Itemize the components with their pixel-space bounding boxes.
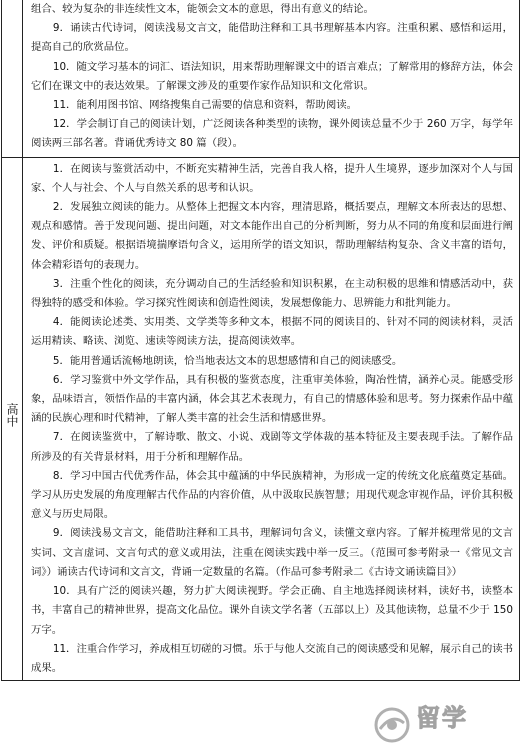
content-cell (23, 157, 520, 680)
curriculum-table (1, 0, 520, 681)
paragraph: 12．学会制订自己的阅读计划，广泛阅读各种类型的读物，课外阅读总量不少于 260 万字，每学年阅读两三部名著。背诵优秀诗文 80 篇（段）。 (31, 118, 513, 150)
paragraph: 4．能阅读论述类、实用类、文学类等多种文本，根据不同的阅读目的、针对不同的阅读材料，灵活运用精读、略读、浏览、速读等阅读方法，提高阅读效率。 (31, 316, 513, 348)
content-block (23, 0, 519, 157)
paragraph: 10．具有广泛的阅读兴趣，努力扩大阅读视野。学会正确、自主地选择阅读材料，读好书，读整本书，丰富自己的精神世界，提高文化品位。课外自读文学名著（五部以上）及其他读物，总量不少于 150 万字。 (31, 585, 513, 636)
paragraph: 11．能利用图书馆、网络搜集自己需要的信息和资料，帮助阅读。 (52, 99, 357, 112)
paragraph: 9．阅读浅易文言文，能借助注释和工具书，理解词句含义，读懂文章内容。了解并梳理常见的文言实词、文言虚词、文言句式的意义或用法，注重在阅读实践中举一反三。（范围可参考附录一《常见文言词》）诵读古代诗词和文言文，背诵一定数量的名篇。（作品可参考附录二《古诗文诵读篇目》） (31, 527, 513, 578)
paragraph: 11．注重合作学习，养成相互切磋的习惯。乐于与他人交流自己的阅读感受和见解，展示自己的读书成果。 (31, 642, 513, 674)
watermark-text: 留学 (416, 704, 468, 732)
table-row (2, 157, 520, 680)
paragraph: 8．学习中国古代优秀作品，体会其中蕴涵的中华民族精神，为形成一定的传统文化底蕴奠定基础。学习从历史发展的角度理解古代作品的内容价值，从中汲取民族智慧；用现代观念审视作品，评价其积极意义与历史局限。 (31, 469, 513, 521)
paragraph: 7．在阅读鉴赏中，了解诗歌、散文、小说、戏剧等文学体裁的基本特征及主要表现手法。了解作品所涉及的有关背景材料，用于分析和理解作品。 (31, 431, 513, 463)
paragraph: 5．能用普通话流畅地朗读，恰当地表达文本的思想感情和自己的阅读感受。 (52, 354, 403, 367)
content-cell (23, 0, 520, 157)
paragraph: 3．注重个性化的阅读，充分调动自己的生活经验和知识积累，在主动积极的思维和情感活动中，获得独特的感受和体验。学习探究性阅读和创造性阅读，发展想像能力、思辨能力和批判能力。 (31, 277, 513, 310)
paragraph: 10．随文学习基本的词汇、语法知识，用来帮助理解课文中的语言难点；了解常用的修辞方法，体会它们在课文中的表达效果。了解课文涉及的重要作家作品知识和文化常识。 (31, 60, 513, 92)
stage-cell-high-school (2, 157, 23, 680)
stage-cell-empty (2, 0, 23, 157)
watermark-logo-icon (372, 705, 412, 745)
paragraph: 6．学习鉴赏中外文学作品，具有积极的鉴赏态度，注重审美体验，陶冶性情，涵养心灵。能感受形象，品味语言，领悟作品的丰富内涵，体会其艺术表现力，有自己的情感体验和思考。努力探索作品中蕴涵的民族心理和时代精神，了解人类丰富的社会生活和情感世界。 (31, 373, 513, 425)
site-watermark (368, 703, 518, 749)
table-row (2, 0, 520, 157)
paragraph: 组合、较为复杂的非连续性文本，能领会文本的意思，得出有意义的结论。 (31, 3, 374, 15)
paragraph: 1．在阅读与鉴赏活动中，不断充实精神生活，完善自我人格，提升人生境界，逐步加深对个人与国家、个人与社会、个人与自然关系的思考和认识。 (31, 162, 513, 194)
stage-label-high-school: 高中 (5, 403, 19, 428)
paragraph: 2．发展独立阅读的能力。从整体上把握文本内容，理清思路，概括要点，理解文本所表达的思想、观点和感情。善于发现问题、提出问题，对文本能作出自己的分析判断，努力从不同的角度和层面进行阐发、评价和质疑。根据语境揣摩语句含义，运用所学的语文知识，帮助理解结构复杂、含义丰富的语句，体会精彩语句的表现力。 (31, 201, 513, 271)
content-block (23, 158, 519, 680)
paragraph: 9．诵读古代诗词，阅读浅易文言文，能借助注释和工具书理解基本内容。注重积累、感悟和运用，提高自己的欣赏品位。 (31, 22, 513, 54)
